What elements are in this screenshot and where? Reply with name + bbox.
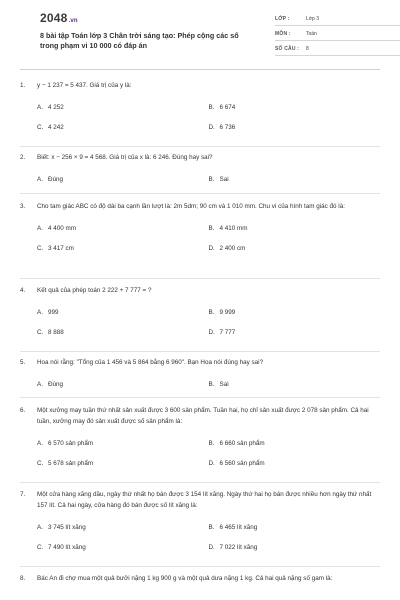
- question-number: 7.: [20, 491, 26, 498]
- question-number: 4.: [20, 287, 26, 294]
- option-text: 6 560 sản phẩm: [219, 460, 265, 467]
- option-row: [20, 439, 380, 448]
- option-b[interactable]: [209, 103, 381, 112]
- question-1: [20, 80, 380, 132]
- option-letter: B.: [208, 176, 215, 183]
- option-b[interactable]: [209, 380, 381, 389]
- option-text: 4 400 mm: [48, 225, 76, 232]
- option-row: [20, 380, 380, 389]
- option-letter: C.: [37, 544, 44, 551]
- question-separator: [20, 193, 380, 194]
- option-row: [20, 308, 380, 317]
- question-stem: y − 1 237 = 5 437. Giá trị của y là:: [37, 82, 132, 89]
- option-row: [20, 523, 380, 532]
- question-6: [20, 405, 380, 468]
- question-stem: Một xưởng may tuần thứ nhất sản xuất được 3 600 sản phẩm. Tuần hai, họ chỉ sản xuất được 2 078 sản phẩm. Cả hai tuần, xưởng may đó sản xuất được số sản phẩm là:: [37, 407, 369, 425]
- option-text: 2 400 cm: [219, 245, 246, 252]
- option-a[interactable]: [37, 380, 209, 389]
- question-7: [20, 489, 380, 552]
- option-letter: C.: [37, 124, 44, 131]
- question-separator: [20, 351, 380, 352]
- option-text: 6 674: [219, 104, 236, 111]
- option-d[interactable]: [209, 459, 381, 468]
- question-stem: Cho tam giác ABC có độ dài ba cạnh lần lượt là: 2m 5dm; 90 cm và 1 010 mm. Chu vi của hình tam giác đó là:: [37, 203, 345, 210]
- option-a[interactable]: [37, 103, 209, 112]
- option-letter: D.: [208, 544, 215, 551]
- question-text: [20, 201, 380, 212]
- option-row: [20, 175, 380, 184]
- header-divider: [20, 69, 380, 70]
- option-text: Đúng: [48, 176, 64, 183]
- option-letter: A.: [37, 524, 43, 531]
- option-b[interactable]: [209, 523, 381, 532]
- option-letter: C.: [37, 245, 44, 252]
- question-text: [20, 573, 380, 584]
- option-text: 9 999: [219, 309, 236, 316]
- option-a[interactable]: [37, 308, 209, 317]
- meta-row-subject: [275, 27, 400, 41]
- option-letter: A.: [37, 104, 43, 111]
- option-row: [20, 543, 380, 552]
- option-text: 4 252: [48, 104, 64, 111]
- question-8: [20, 573, 380, 584]
- option-row: [20, 459, 380, 468]
- question-text: [20, 285, 380, 296]
- option-text: 999: [48, 309, 59, 316]
- option-letter: A.: [37, 225, 43, 232]
- meta-key: MÔN :: [275, 30, 291, 37]
- question-4: [20, 285, 380, 337]
- document-meta: [275, 12, 400, 57]
- option-a[interactable]: [37, 439, 209, 448]
- meta-row-question-count: [275, 42, 400, 56]
- question-number: 2.: [20, 154, 26, 161]
- question-text: [20, 489, 380, 511]
- option-a[interactable]: [37, 224, 209, 233]
- option-c[interactable]: [37, 543, 209, 552]
- option-letter: B.: [208, 225, 215, 232]
- option-letter: D.: [208, 460, 215, 467]
- option-letter: A.: [37, 309, 43, 316]
- logo-suffix: .vn: [68, 18, 78, 24]
- option-text: 3 417 cm: [48, 245, 74, 252]
- question-number: 5.: [20, 359, 26, 366]
- question-3: [20, 201, 380, 253]
- option-row: [20, 328, 380, 337]
- option-b[interactable]: [209, 175, 381, 184]
- question-text: [20, 357, 380, 368]
- option-letter: A.: [37, 176, 43, 183]
- question-number: 1.: [20, 82, 26, 89]
- option-letter: B.: [208, 440, 215, 447]
- option-text: 7 777: [219, 329, 236, 336]
- option-b[interactable]: [209, 439, 381, 448]
- option-text: 6 465 lít xăng: [219, 524, 258, 531]
- question-text: [20, 152, 380, 163]
- option-letter: D.: [208, 329, 215, 336]
- option-c[interactable]: [37, 328, 209, 337]
- option-text: Sai: [219, 176, 229, 183]
- option-text: 7 490 lít xăng: [48, 544, 86, 551]
- meta-row-class: [275, 12, 400, 26]
- question-2: [20, 152, 380, 184]
- option-a[interactable]: [37, 175, 209, 184]
- meta-value: 8: [306, 45, 309, 52]
- option-text: 6 570 sản phẩm: [48, 440, 94, 447]
- meta-key: SỐ CÂU :: [275, 45, 300, 52]
- option-d[interactable]: [209, 244, 381, 253]
- question-number: 6.: [20, 407, 26, 414]
- logo-text: 2048: [40, 11, 68, 25]
- option-c[interactable]: [37, 244, 209, 253]
- option-row: [20, 103, 380, 112]
- option-text: 6 736: [219, 124, 236, 131]
- option-row: [20, 244, 380, 253]
- option-row: [20, 224, 380, 233]
- document-title: 8 bài tập Toán lớp 3 Chân trời sáng tạo: Phép cộng các số trong phạm vi 10 000 có đáp án: [40, 31, 239, 50]
- question-number: 8.: [20, 575, 26, 582]
- question-separator: [20, 482, 380, 483]
- option-d[interactable]: [209, 543, 381, 552]
- option-letter: B.: [208, 524, 215, 531]
- option-letter: B.: [208, 381, 215, 388]
- option-d[interactable]: [209, 123, 381, 132]
- option-text: 5 678 sản phẩm: [48, 460, 94, 467]
- option-letter: C.: [37, 329, 44, 336]
- option-letter: B.: [208, 104, 215, 111]
- option-letter: A.: [37, 440, 43, 447]
- option-text: 3 745 lít xăng: [48, 524, 86, 531]
- question-separator: [20, 278, 380, 279]
- question-stem: Kết quả của phép toán 2 222 + 7 777 = ?: [37, 287, 152, 294]
- option-c[interactable]: [37, 123, 209, 132]
- option-text: 6 660 sản phẩm: [219, 440, 265, 447]
- meta-key: LỚP :: [275, 15, 290, 22]
- question-separator: [20, 397, 380, 398]
- question-stem: Hoa nói rằng: "Tổng của 1 456 và 5 864 bằng 6 960". Bạn Hoa nói đúng hay sai?: [37, 359, 264, 366]
- site-logo[interactable]: [40, 11, 78, 25]
- option-a[interactable]: [37, 523, 209, 532]
- option-letter: A.: [37, 381, 43, 388]
- meta-value: Lớp 3: [306, 15, 320, 22]
- question-stem: Biết: x − 256 × 9 = 4 568. Giá trị của x là: 6 246. Đúng hay sai?: [37, 154, 213, 161]
- question-stem: Một cửa hàng xăng dầu, ngày thứ nhất họ bán được 3 154 lít xăng. Ngày thứ hai họ bán được nhiều hơn ngày thứ nhất 157 lít. Cả hai ngày, cửa hàng đó bán được số lít xăng là:: [37, 491, 372, 509]
- option-letter: D.: [208, 124, 215, 131]
- option-text: Sai: [219, 381, 229, 388]
- option-row: [20, 123, 380, 132]
- question-number: 3.: [20, 203, 26, 210]
- option-text: 4 242: [48, 124, 64, 131]
- question-5: [20, 357, 380, 389]
- option-text: 7 022 lít xăng: [219, 544, 258, 551]
- document-header: [20, 0, 380, 68]
- question-separator: [20, 146, 380, 147]
- option-c[interactable]: [37, 459, 209, 468]
- question-text: [20, 80, 380, 91]
- question-stem: Bác An đi chợ mua một quả bưởi nặng 1 kg 900 g và một quả dưa nặng 1 kg. Cả hai quả nặng số gam là:: [37, 575, 333, 582]
- option-d[interactable]: [209, 328, 381, 337]
- option-text: 8 888: [48, 329, 64, 336]
- option-b[interactable]: [209, 308, 381, 317]
- option-text: 4 410 mm: [219, 225, 248, 232]
- option-letter: B.: [208, 309, 215, 316]
- option-b[interactable]: [209, 224, 381, 233]
- question-separator: [20, 566, 380, 567]
- question-text: [20, 405, 380, 427]
- meta-value: Toán: [306, 30, 317, 37]
- option-letter: C.: [37, 460, 44, 467]
- option-text: Đúng: [48, 381, 64, 388]
- option-letter: D.: [208, 245, 215, 252]
